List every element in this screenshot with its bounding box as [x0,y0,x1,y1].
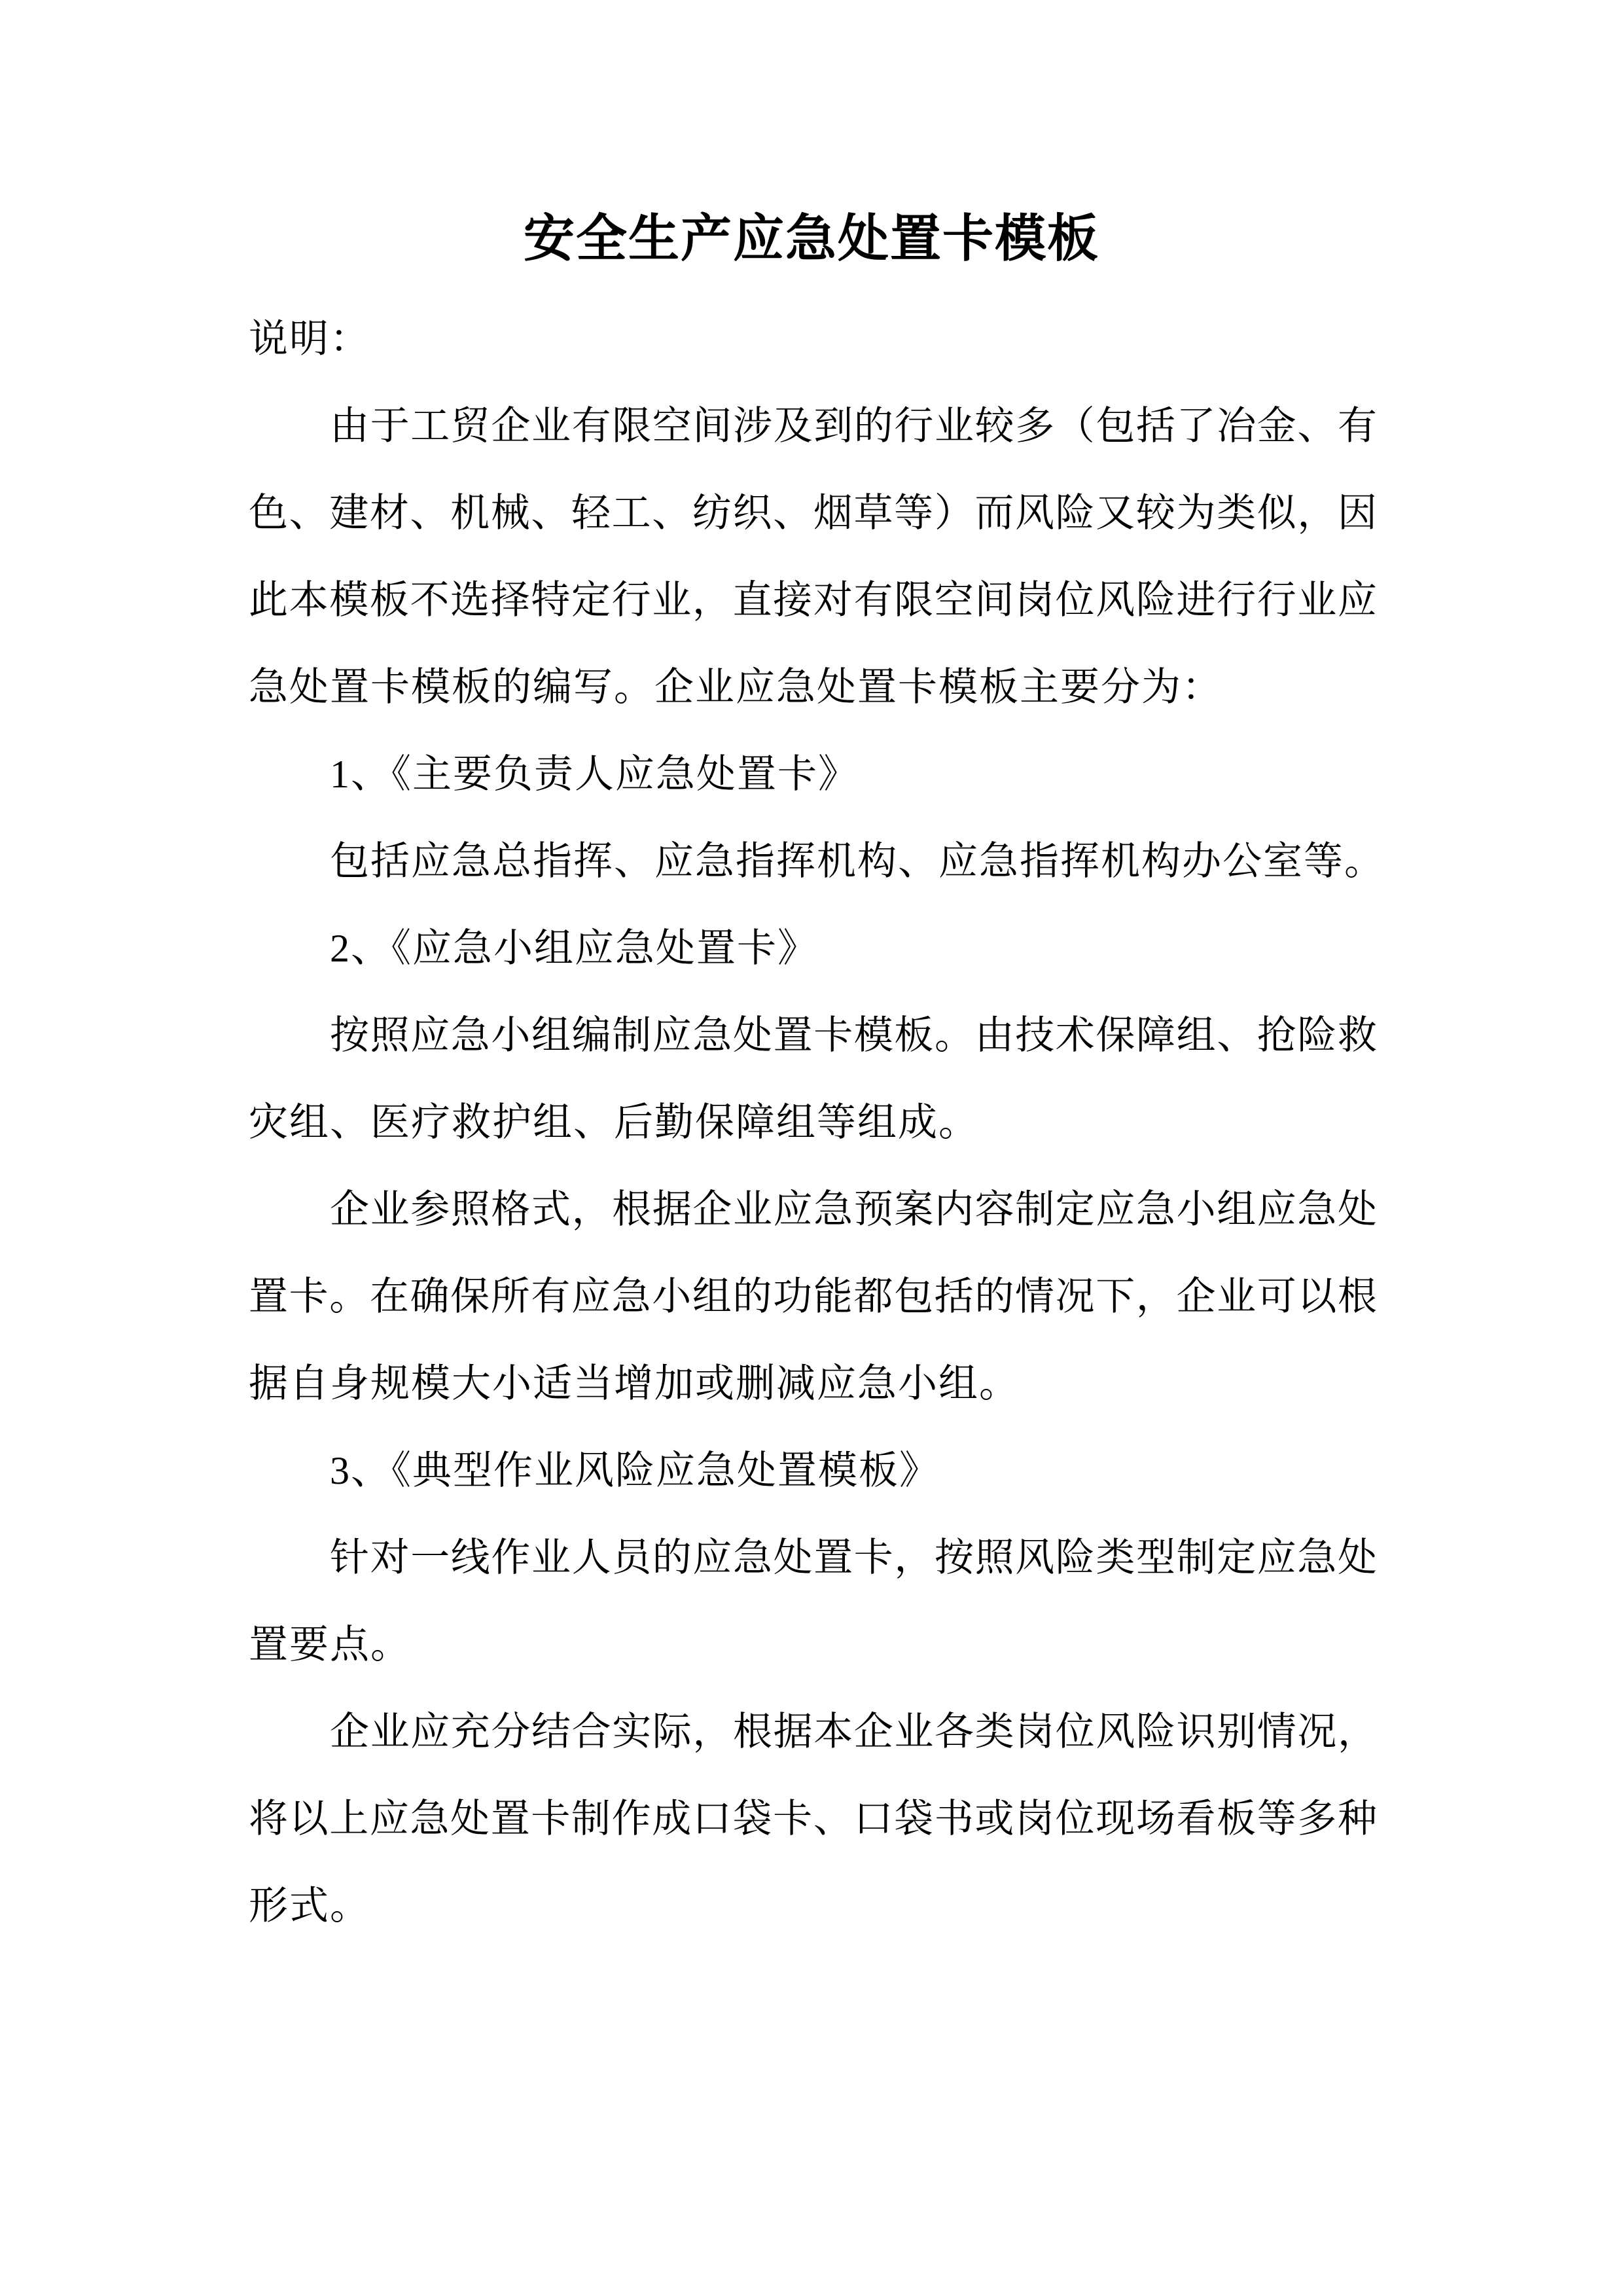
text-line: 此本模板不选择特定行业，直接对有限空间岗位风险进行行业应 [249,579,1377,622]
document-title: 安全生产应急处置卡模板 [523,210,1099,267]
text-line: 据自身规模大小适当增加或删减应急小组。 [249,1362,1020,1405]
text-line: 将以上应急处置卡制作成口袋卡、口袋书或岗位现场看板等多种 [249,1797,1377,1840]
text-line: 企业应充分结合实际，根据本企业各类岗位风险识别情况， [330,1710,1377,1753]
text-line: 色、建材、机械、轻工、纺织、烟草等）而风险又较为类似，因 [249,492,1377,535]
text-line: 说明： [249,317,370,361]
text-line: 按照应急小组编制应急处置卡模板。由技术保障组、抢险救 [330,1014,1377,1057]
text-line: 3、《典型作业风险应急处置模板》 [330,1449,940,1492]
text-line: 由于工贸企业有限空间涉及到的行业较多（包括了冶金、有 [330,404,1377,448]
text-line: 置卡。在确保所有应急小组的功能都包括的情况下，企业可以根 [249,1275,1377,1318]
text-line: 2、《应急小组应急处置卡》 [330,927,818,970]
document-body [249,296,1385,1950]
text-line: 急处置卡模板的编写。企业应急处置卡模板主要分为： [249,666,1222,709]
text-line: 企业参照格式，根据企业应急预案内容制定应急小组应急处 [330,1188,1377,1231]
text-line: 灾组、医疗救护组、后勤保障组等组成。 [249,1101,979,1144]
text-line: 形式。 [249,1884,370,1928]
text-line: 1、《主要负责人应急处置卡》 [330,753,859,796]
text-line: 包括应急总指挥、应急指挥机构、应急指挥机构办公室等。 [330,840,1385,883]
text-line: 针对一线作业人员的应急处置卡，按照风险类型制定应急处 [330,1536,1377,1579]
text-line: 置要点。 [249,1623,411,1666]
